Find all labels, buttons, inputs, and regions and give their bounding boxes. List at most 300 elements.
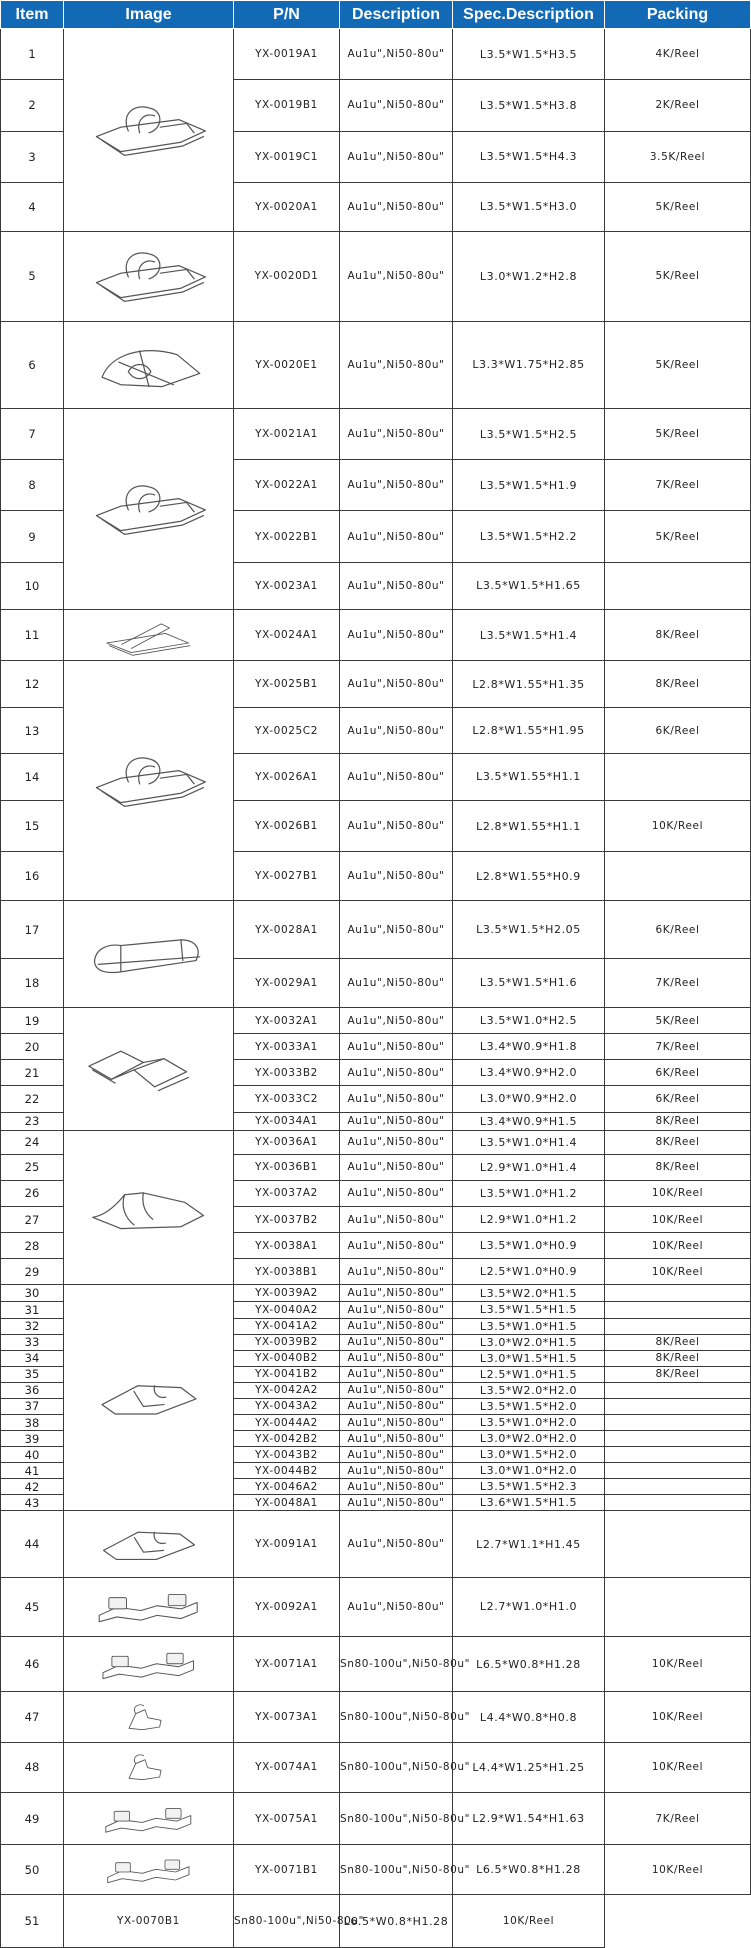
table-row [1,1742,751,1792]
part-number: YX-0022A1 [234,460,340,511]
spec-dimensions: L3.0*W1.0*H2.0 [453,1463,605,1479]
item-number: 11 [1,609,64,660]
item-number: 31 [1,1302,64,1318]
packing-quantity: 8K/Reel [605,1130,751,1154]
part-number: YX-0091A1 [234,1511,340,1577]
barrel-contact-icon [79,923,219,985]
part-number: YX-0048A1 [234,1495,340,1511]
plating-description: Au1u",Ni50-80u" [340,1511,453,1577]
part-number: YX-0041B2 [234,1366,340,1382]
plating-description: Au1u",Ni50-80u" [340,1577,453,1636]
part-number: YX-0029A1 [234,958,340,1007]
packing-quantity: 5K/Reel [605,321,751,408]
part-number: YX-0024A1 [234,609,340,660]
spec-dimensions: L2.9*W1.0*H1.4 [453,1154,605,1180]
spec-dimensions: L2.8*W1.55*H1.1 [453,800,605,851]
product-image [64,661,234,901]
item-number: 12 [1,661,64,708]
packing-quantity: 8K/Reel [605,1154,751,1180]
part-number: YX-0042B2 [234,1431,340,1447]
spec-dimensions: L3.0*W2.0*H2.0 [453,1431,605,1447]
spec-dimensions: L2.7*W1.1*H1.45 [453,1511,605,1577]
dual-pad-contact-icon [79,1796,219,1842]
packing-quantity: 10K/Reel [605,1259,751,1285]
packing-quantity: 5K/Reel [605,1008,751,1034]
header-image: Image [64,1,234,29]
part-number: YX-0044B2 [234,1463,340,1479]
item-number: 18 [1,958,64,1007]
item-number: 25 [1,1154,64,1180]
plating-description: Au1u",Ni50-80u" [340,80,453,131]
part-number: YX-0039B2 [234,1334,340,1350]
plating-description: Au1u",Ni50-80u" [340,1259,453,1285]
packing-quantity: 8K/Reel [605,661,751,708]
plating-description: Au1u",Ni50-80u" [340,131,453,182]
plating-description: Au1u",Ni50-80u" [340,1060,453,1086]
product-image [64,1130,234,1285]
spec-dimensions: L3.5*W1.55*H1.1 [453,753,605,800]
dual-pad-contact-icon [79,1640,219,1689]
plating-description: Au1u",Ni50-80u" [340,1180,453,1206]
part-number: YX-0020A1 [234,182,340,231]
plating-description: Au1u",Ni50-80u" [340,511,453,562]
part-number: YX-0071B1 [234,1845,340,1895]
spec-dimensions: L3.4*W0.9*H2.0 [453,1060,605,1086]
small-clip-contact-icon [79,1514,219,1574]
packing-quantity: 5K/Reel [605,232,751,321]
spec-dimensions: L3.5*W1.5*H1.6 [453,958,605,1007]
plating-description: Au1u",Ni50-80u" [340,1350,453,1366]
packing-quantity: 10K/Reel [453,1895,605,1948]
spec-dimensions: L3.3*W1.75*H2.85 [453,321,605,408]
spec-dimensions: L3.5*W1.0*H1.4 [453,1130,605,1154]
plating-description: Au1u",Ni50-80u" [340,661,453,708]
part-number: YX-0073A1 [234,1692,340,1742]
spec-dimensions: L4.4*W1.25*H1.25 [453,1742,605,1792]
table-row [1,1792,751,1844]
part-number: YX-0033C2 [234,1086,340,1112]
plating-description: Sn80-100u",Ni50-80u" [234,1895,340,1948]
spec-dimensions: L6.5*W0.8*H1.28 [340,1895,453,1948]
packing-quantity: 8K/Reel [605,1350,751,1366]
plating-description: Au1u",Ni50-80u" [340,753,453,800]
spec-dimensions: L3.4*W0.9*H1.8 [453,1034,605,1060]
packing-quantity [605,1302,751,1318]
plating-description: Au1u",Ni50-80u" [340,321,453,408]
item-number: 10 [1,562,64,609]
spec-dimensions: L3.5*W1.5*H3.0 [453,182,605,231]
plating-description: Au1u",Ni50-80u" [340,708,453,753]
packing-quantity [605,1382,751,1398]
part-number: YX-0043A2 [234,1398,340,1414]
product-image [64,408,234,609]
item-number: 28 [1,1233,64,1259]
spec-dimensions: L3.0*W1.5*H1.5 [453,1350,605,1366]
packing-quantity [605,1285,751,1302]
packing-quantity: 6K/Reel [605,708,751,753]
part-number: YX-0027B1 [234,852,340,901]
packing-quantity: 5K/Reel [605,511,751,562]
part-number: YX-0041A2 [234,1318,340,1334]
part-number: YX-0022B1 [234,511,340,562]
part-number: YX-0038B1 [234,1259,340,1285]
product-image [64,609,234,660]
packing-quantity [605,1414,751,1430]
part-number: YX-0028A1 [234,901,340,958]
part-number: YX-0071A1 [234,1637,340,1692]
part-number: YX-0044A2 [234,1414,340,1430]
plating-description: Sn80-100u",Ni50-80u" [340,1792,453,1844]
packing-quantity [605,1479,751,1495]
packing-quantity: 8K/Reel [605,609,751,660]
spec-dimensions: L3.5*W1.5*H1.5 [453,1302,605,1318]
item-number: 44 [1,1511,64,1577]
item-number: 20 [1,1034,64,1060]
table-row [1,321,751,408]
packing-quantity: 8K/Reel [605,1334,751,1350]
spec-dimensions: L3.5*W1.0*H0.9 [453,1233,605,1259]
plating-description: Sn80-100u",Ni50-80u" [340,1637,453,1692]
spec-dimensions: L3.5*W1.5*H2.05 [453,901,605,958]
header-pn: P/N [234,1,340,29]
item-number: 47 [1,1692,64,1742]
plating-description: Au1u",Ni50-80u" [340,460,453,511]
spec-dimensions: L3.5*W1.5*H1.4 [453,609,605,660]
packing-quantity: 7K/Reel [605,958,751,1007]
packing-quantity: 7K/Reel [605,1034,751,1060]
item-number: 13 [1,708,64,753]
plating-description: Au1u",Ni50-80u" [340,1495,453,1511]
part-number: YX-0070B1 [64,1895,234,1948]
item-number: 1 [1,29,64,80]
item-number: 45 [1,1577,64,1636]
product-image [64,1792,234,1844]
part-number: YX-0037B2 [234,1206,340,1232]
item-number: 29 [1,1259,64,1285]
hook-contact-icon [79,750,219,812]
item-number: 49 [1,1792,64,1844]
part-number: YX-0074A1 [234,1742,340,1792]
item-number: 50 [1,1845,64,1895]
item-number: 19 [1,1008,64,1034]
packing-quantity [605,852,751,901]
part-number: YX-0040B2 [234,1350,340,1366]
item-number: 16 [1,852,64,901]
packing-quantity: 7K/Reel [605,1792,751,1844]
spec-dimensions: L2.9*W1.0*H1.2 [453,1206,605,1232]
table-row [1,1692,751,1742]
spec-dimensions: L3.0*W1.2*H2.8 [453,232,605,321]
spec-dimensions: L3.5*W1.5*H2.0 [453,1398,605,1414]
tall-hook-contact-icon [79,478,219,540]
spec-dimensions: L2.8*W1.55*H0.9 [453,852,605,901]
small-clip-contact-icon [79,1367,219,1429]
spec-dimensions: L3.0*W1.5*H2.0 [453,1447,605,1463]
plating-description: Sn80-100u",Ni50-80u" [340,1845,453,1895]
spec-dimensions: L3.5*W1.5*H1.65 [453,562,605,609]
spec-dimensions: L3.5*W1.5*H3.8 [453,80,605,131]
plating-description: Au1u",Ni50-80u" [340,1318,453,1334]
item-number: 14 [1,753,64,800]
item-number: 30 [1,1285,64,1302]
item-number: 26 [1,1180,64,1206]
packing-quantity [605,1318,751,1334]
table-row [1,1511,751,1577]
curved-clip-contact-icon [79,1176,219,1238]
item-number: 35 [1,1366,64,1382]
packing-quantity: 10K/Reel [605,1233,751,1259]
packing-quantity: 5K/Reel [605,408,751,459]
plating-description: Au1u",Ni50-80u" [340,1366,453,1382]
plating-description: Au1u",Ni50-80u" [340,408,453,459]
plating-description: Au1u",Ni50-80u" [340,1233,453,1259]
plating-description: Au1u",Ni50-80u" [340,958,453,1007]
packing-quantity: 10K/Reel [605,1845,751,1895]
packing-quantity: 10K/Reel [605,1180,751,1206]
part-number: YX-0036A1 [234,1130,340,1154]
dual-pad-contact-icon [79,1848,219,1892]
header-row [1,1,751,29]
table-row [1,29,751,80]
part-number: YX-0021A1 [234,408,340,459]
spec-dimensions: L3.5*W1.5*H2.5 [453,408,605,459]
part-number: YX-0032A1 [234,1008,340,1034]
item-number: 38 [1,1414,64,1430]
item-number: 9 [1,511,64,562]
double-clip-contact-icon [79,1038,219,1100]
spec-dimensions: L3.5*W2.0*H2.0 [453,1382,605,1398]
spec-dimensions: L3.5*W1.5*H1.9 [453,460,605,511]
item-number: 21 [1,1060,64,1086]
table-row [1,1577,751,1636]
part-number: YX-0046A2 [234,1479,340,1495]
part-number: YX-0092A1 [234,1577,340,1636]
part-number: YX-0025C2 [234,708,340,753]
hook-contact-icon [79,245,219,307]
packing-quantity: 8K/Reel [605,1366,751,1382]
header-item: Item [1,1,64,29]
header-packing: Packing [605,1,751,29]
part-number: YX-0040A2 [234,1302,340,1318]
item-number: 36 [1,1382,64,1398]
plating-description: Au1u",Ni50-80u" [340,1008,453,1034]
item-number: 34 [1,1350,64,1366]
table-row [1,408,751,459]
product-image [64,1285,234,1511]
packing-quantity: 10K/Reel [605,1637,751,1692]
packing-quantity: 6K/Reel [605,1060,751,1086]
plating-description: Au1u",Ni50-80u" [340,852,453,901]
spec-dimensions: L3.0*W0.9*H2.0 [453,1086,605,1112]
part-number: YX-0026A1 [234,753,340,800]
hook-tab-contact-icon [79,1745,219,1789]
packing-quantity: 10K/Reel [605,1206,751,1232]
spec-dimensions: L3.5*W1.5*H3.5 [453,29,605,80]
packing-quantity: 3.5K/Reel [605,131,751,182]
item-number: 2 [1,80,64,131]
part-number: YX-0043B2 [234,1447,340,1463]
packing-quantity [605,1495,751,1511]
part-number: YX-0023A1 [234,562,340,609]
packing-quantity [605,1577,751,1636]
part-number: YX-0034A1 [234,1112,340,1130]
table-row [1,1130,751,1154]
plating-description: Au1u",Ni50-80u" [340,1398,453,1414]
spec-dimensions: L2.7*W1.0*H1.0 [453,1577,605,1636]
plating-description: Au1u",Ni50-80u" [340,1112,453,1130]
part-number: YX-0039A2 [234,1285,340,1302]
plating-description: Au1u",Ni50-80u" [340,609,453,660]
plating-description: Au1u",Ni50-80u" [340,1463,453,1479]
flat-spring-contact-icon [79,613,219,658]
product-image [64,232,234,321]
hook-tab-contact-icon [79,1695,219,1739]
table-row [1,661,751,708]
item-number: 32 [1,1318,64,1334]
spec-dimensions: L3.5*W2.0*H1.5 [453,1285,605,1302]
item-number: 48 [1,1742,64,1792]
item-number: 27 [1,1206,64,1232]
tall-hook-contact-icon [79,99,219,161]
spec-dimensions: L2.5*W1.0*H1.5 [453,1366,605,1382]
plating-description: Au1u",Ni50-80u" [340,562,453,609]
item-number: 42 [1,1479,64,1495]
plating-description: Au1u",Ni50-80u" [340,901,453,958]
packing-quantity: 6K/Reel [605,901,751,958]
part-number: YX-0037A2 [234,1180,340,1206]
product-image [64,1008,234,1131]
item-number: 17 [1,901,64,958]
item-number: 24 [1,1130,64,1154]
spec-dimensions: L3.5*W1.5*H2.3 [453,1479,605,1495]
spec-dimensions: L3.5*W1.5*H4.3 [453,131,605,182]
plating-description: Sn80-100u",Ni50-80u" [340,1692,453,1742]
spec-dimensions: L6.5*W0.8*H1.28 [453,1845,605,1895]
part-number: YX-0019B1 [234,80,340,131]
item-number: 33 [1,1334,64,1350]
packing-quantity: 2K/Reel [605,80,751,131]
plating-description: Au1u",Ni50-80u" [340,1086,453,1112]
table-row [1,1845,751,1895]
plating-description: Au1u",Ni50-80u" [340,1154,453,1180]
product-image [64,1637,234,1692]
spec-dimensions: L3.4*W0.9*H1.5 [453,1112,605,1130]
packing-quantity: 10K/Reel [605,800,751,851]
item-number: 39 [1,1431,64,1447]
item-number: 51 [1,1895,64,1948]
part-number: YX-0020D1 [234,232,340,321]
item-number: 46 [1,1637,64,1692]
packing-quantity [605,1431,751,1447]
packing-quantity: 5K/Reel [605,182,751,231]
header-spec-description: Spec.Description [453,1,605,29]
packing-quantity [605,1463,751,1479]
header-description: Description [340,1,453,29]
spec-dimensions: L2.8*W1.55*H1.35 [453,661,605,708]
spec-dimensions: L2.8*W1.55*H1.95 [453,708,605,753]
spec-dimensions: L3.5*W1.0*H2.5 [453,1008,605,1034]
packing-quantity: 4K/Reel [605,29,751,80]
packing-quantity: 8K/Reel [605,1112,751,1130]
item-number: 43 [1,1495,64,1511]
product-image [64,901,234,1008]
plating-description: Au1u",Ni50-80u" [340,1302,453,1318]
plating-description: Au1u",Ni50-80u" [340,1206,453,1232]
spec-dimensions: L6.5*W0.8*H1.28 [453,1637,605,1692]
part-number: YX-0033B2 [234,1060,340,1086]
table-row [1,1895,751,1948]
spec-dimensions: L3.0*W2.0*H1.5 [453,1334,605,1350]
packing-quantity [605,1511,751,1577]
part-number: YX-0019C1 [234,131,340,182]
product-image [64,321,234,408]
spec-dimensions: L4.4*W0.8*H0.8 [453,1692,605,1742]
item-number: 15 [1,800,64,851]
table-row [1,1637,751,1692]
table-row [1,232,751,321]
plating-description: Au1u",Ni50-80u" [340,1431,453,1447]
plating-description: Au1u",Ni50-80u" [340,1479,453,1495]
plating-description: Au1u",Ni50-80u" [340,1447,453,1463]
plating-description: Au1u",Ni50-80u" [340,1334,453,1350]
spec-dimensions: L3.5*W1.0*H1.5 [453,1318,605,1334]
plating-description: Au1u",Ni50-80u" [340,232,453,321]
packing-quantity: 10K/Reel [605,1692,751,1742]
plating-description: Au1u",Ni50-80u" [340,29,453,80]
item-number: 41 [1,1463,64,1479]
item-number: 5 [1,232,64,321]
item-number: 8 [1,460,64,511]
part-number: YX-0038A1 [234,1233,340,1259]
plating-description: Au1u",Ni50-80u" [340,1130,453,1154]
spec-dimensions: L3.6*W1.5*H1.5 [453,1495,605,1511]
product-image [64,1742,234,1792]
item-number: 6 [1,321,64,408]
plating-description: Au1u",Ni50-80u" [340,1285,453,1302]
packing-quantity [605,753,751,800]
product-image [64,1692,234,1742]
part-number: YX-0033A1 [234,1034,340,1060]
part-number: YX-0020E1 [234,321,340,408]
item-number: 3 [1,131,64,182]
plating-description: Au1u",Ni50-80u" [340,182,453,231]
part-number: YX-0026B1 [234,800,340,851]
spec-dimensions: L3.5*W1.5*H2.2 [453,511,605,562]
item-number: 7 [1,408,64,459]
item-number: 40 [1,1447,64,1463]
product-image [64,1511,234,1577]
plating-description: Au1u",Ni50-80u" [340,800,453,851]
packing-quantity [605,1447,751,1463]
part-number: YX-0025B1 [234,661,340,708]
spec-dimensions: L3.5*W1.0*H2.0 [453,1414,605,1430]
packing-quantity: 6K/Reel [605,1086,751,1112]
table-row [1,1008,751,1034]
product-image [64,1577,234,1636]
product-image [64,1845,234,1895]
plating-description: Au1u",Ni50-80u" [340,1034,453,1060]
spec-dimensions: L2.5*W1.0*H0.9 [453,1259,605,1285]
item-number: 4 [1,182,64,231]
spec-dimensions: L3.5*W1.0*H1.2 [453,1180,605,1206]
packing-quantity: 10K/Reel [605,1742,751,1792]
item-number: 22 [1,1086,64,1112]
table-row [1,1285,751,1302]
table-row [1,901,751,958]
plating-description: Sn80-100u",Ni50-80u" [340,1742,453,1792]
table-row [1,609,751,660]
part-number: YX-0019A1 [234,29,340,80]
